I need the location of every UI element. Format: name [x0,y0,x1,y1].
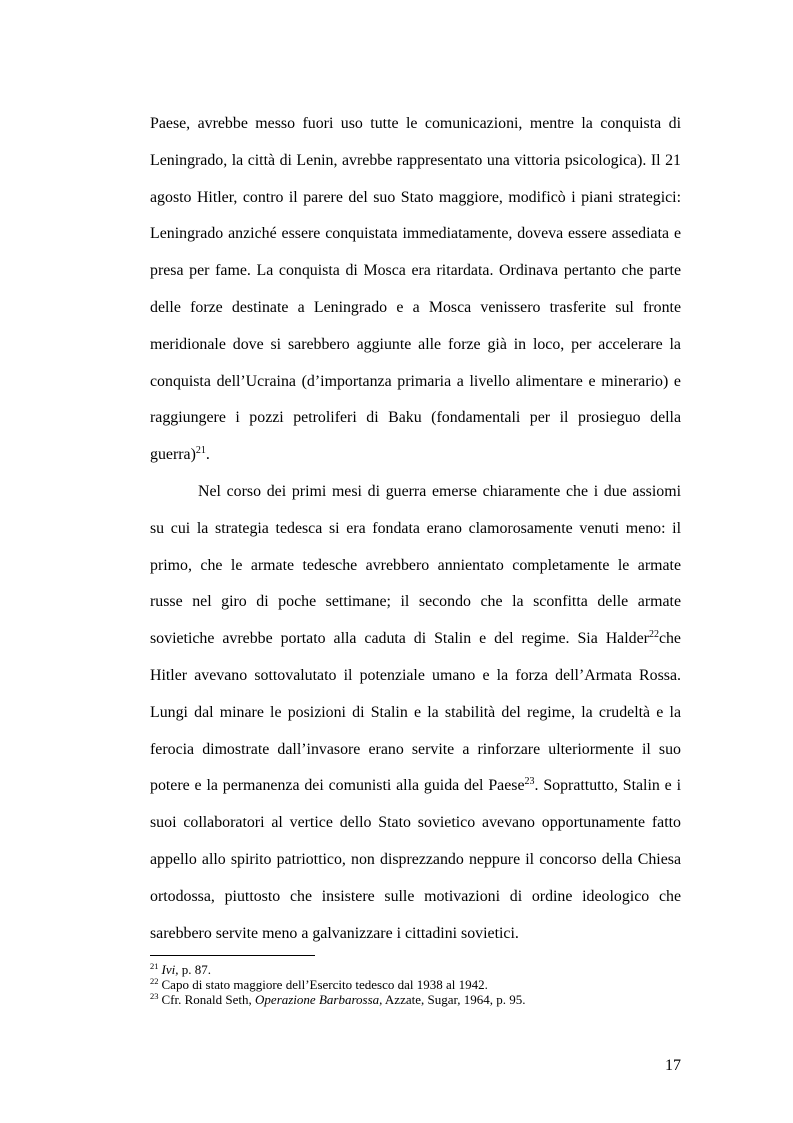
text-segment: potere e la permanenza dei comunisti alla guida del Paese [150,777,525,795]
text-line [150,437,681,474]
footnote [150,977,681,992]
text-segment: guerra) [150,446,196,464]
text-line: raggiungere i pozzi petroliferi di Baku (fondamentali per il prosieguo della [150,409,681,427]
text-line: ferocia dimostrate dall’invasore erano servite a rinforzare ulteriormente il suo [150,740,681,758]
body-text [150,106,681,952]
text-line: russe nel giro di poche settimane; il secondo che la sconfitta delle armate [150,593,681,611]
text-line: primo, che le armate tedesche avrebbero annientato completamente le armate [150,556,681,574]
footnote-number: 21 [150,961,159,971]
page-number: 17 [665,1057,681,1074]
text-line: Lungi dal minare le posizioni di Stalin e la stabilità del regime, la crudeltà e la [150,703,681,721]
footnote [150,992,681,1007]
text-line [150,621,681,658]
text-line: Nel corso dei primi mesi di guerra emerse chiaramente che i due assiomi [198,482,681,500]
footnote-number: 23 [150,991,159,1001]
footnote-text: , Azzate, Sugar, 1964, p. 95. [379,992,526,1007]
text-line: delle forze destinate a Leningrado e a Mosca venissero trasferite sul fronte [150,298,681,316]
text-line: sarebbero servite meno a galvanizzare i cittadini sovietici. [150,924,519,942]
footnote-reference: 21 [195,445,206,457]
text-line: agosto Hitler, contro il parere del suo Stato maggiore, modificò i piani strategici: [150,188,681,206]
footnote-text: p. 87. [178,962,211,977]
footnote-text: Capo di stato maggiore dell’Esercito tedesco dal 1938 al 1942. [161,977,488,992]
footnotes [150,962,681,1007]
footnote-reference: 22 [648,629,659,641]
text-line: meridionale dove si sarebbero aggiunte alle forze già in loco, per accelerare la [150,335,681,353]
text-line: Leningrado anziché essere conquistata immediatamente, doveva essere assediata e [150,225,681,243]
text-line: suoi collaboratori al vertice dello Stato sovietico avevano opportunamente fatto [150,814,681,832]
footnote-separator [150,955,315,956]
text-line: Hitler avevano sottovalutato il potenziale umano e la forza dell’Armata Rossa. [150,666,681,684]
footnote-reference: 23 [524,776,535,788]
text-segment: . Soprattutto, Stalin e i [534,777,681,795]
footnote-number: 22 [150,976,159,986]
footnote-italic-text: Ivi, [161,962,179,977]
text-line: Paese, avrebbe messo fuori uso tutte le comunicazioni, mentre la conquista di [150,115,681,132]
text-line: su cui la strategia tedesca si era fondata erano clamorosamente venuti meno: il [150,519,681,537]
text-line: appello allo spirito patriottico, non disprezzando neppure il concorso della Chiesa [150,850,681,868]
text-segment: sovietiche avrebbe portato alla caduta di Stalin e del regime. Sia Halder [150,630,649,648]
footnote [150,962,681,977]
text-line: ortodossa, piuttosto che insistere sulle motivazioni di ordine ideologico che [150,887,681,905]
text-line: conquista dell’Ucraina (d’importanza primaria a livello alimentare e minerario) e [150,372,681,390]
text-line [150,768,681,805]
text-line: Leningrado, la città di Lenin, avrebbe rappresentato una vittoria psicologica). Il 21 [150,151,681,169]
footnote-italic-text: Operazione Barbarossa [255,992,380,1007]
footnote-text: Cfr. Ronald Seth, [161,992,256,1007]
text-segment: . [205,446,210,464]
text-line: presa per fame. La conquista di Mosca era ritardata. Ordinava pertanto che parte [150,262,681,280]
text-segment: che [658,630,681,648]
